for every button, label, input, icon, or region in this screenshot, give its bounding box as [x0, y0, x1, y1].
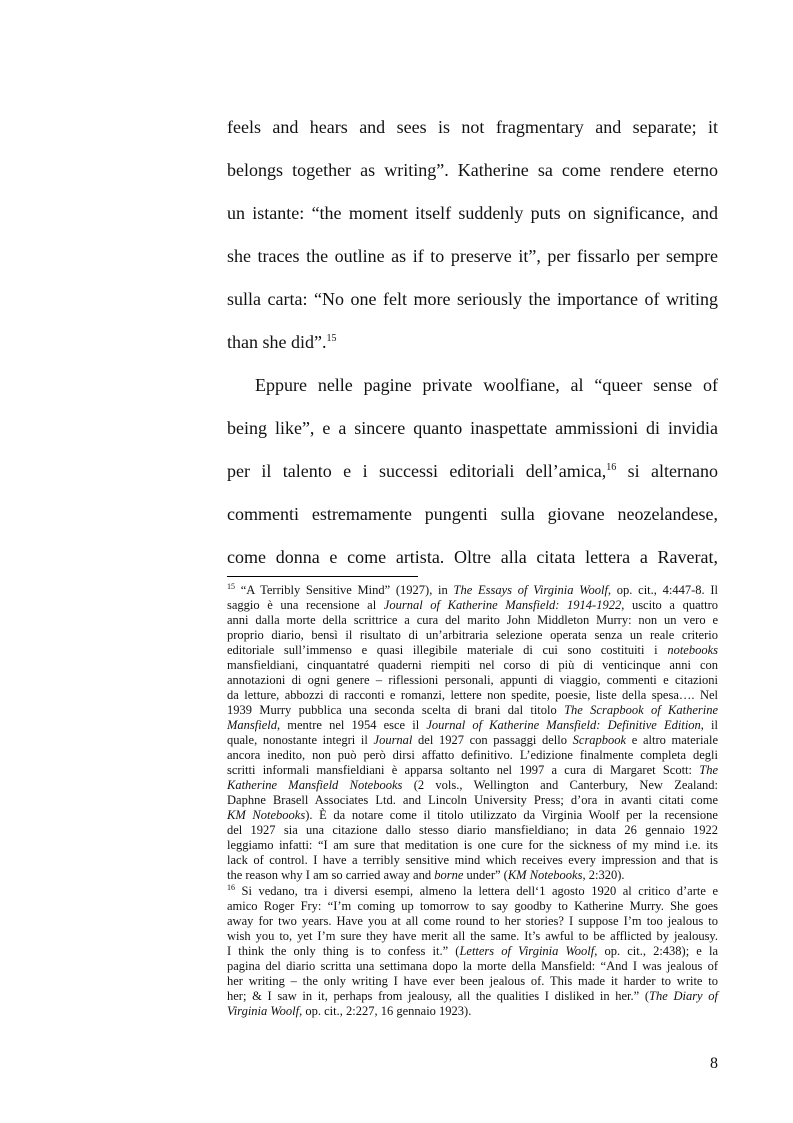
footnote-title: The Diary of	[649, 989, 718, 1003]
footnote-line: ancora inedito, non può però dirsi affatto definitivo. L’edizione finalmente completa degli	[227, 748, 718, 762]
footnote-line	[227, 778, 718, 793]
footnote-line: del 1927 sia una citazione dallo stesso diario mansfieldiano; in data 26 gennaio 1922	[227, 823, 718, 837]
footnote-text: , mentre nel 1954 esce il	[277, 718, 427, 732]
footnote-line	[227, 598, 718, 613]
body-line: she traces the outline as if to preserve it”, per fissarlo per sempre	[227, 246, 718, 266]
footnote-text: , op. cit., 4:447-8. Il	[607, 583, 719, 597]
footnote-text: “A Terribly Sensitive Mind” (1927), in	[235, 583, 454, 597]
footnote-separator	[227, 576, 418, 577]
footnote-text: the reason why I am so carried away and	[227, 868, 435, 882]
footnote-title: Journal of Katherine Mansfield: Definitive Edition	[426, 718, 701, 732]
footnote-number: 15	[227, 582, 235, 591]
footnote-line: proprio diario, bensì il risultato di un’arbitraria selezione operata senza un reale criterio	[227, 628, 718, 642]
footnote-text: , op. cit., 2:227, 16 gennaio 1923).	[299, 1004, 472, 1018]
page-number: 8	[710, 1055, 718, 1072]
footnote-text: I think the only thing is to confess it.” (	[227, 944, 460, 958]
body-line: being like”, e a sincere quanto inaspettate ammissioni di invidia	[227, 418, 718, 438]
footnote-line: mansfieldiani, cinquantatré quaderni riempiti nel corso di più di venticinque anni con	[227, 658, 718, 672]
footnote-line: anni dalla morte della scrittrice a cura del marito John Middleton Murry: non un vero e	[227, 613, 718, 627]
footnote-text: del 1927 con passaggi dello	[412, 733, 573, 747]
footnote-line	[227, 763, 718, 778]
footnote-line	[227, 989, 718, 1004]
footnote-line	[227, 1004, 718, 1019]
body-line: sulla carta: “No one felt more seriously the importance of writing	[227, 289, 718, 309]
footnote-text: scritti informali mansfieldiani è apparsa soltanto nel 1997 a cura di Margaret Scott:	[227, 763, 700, 777]
footnote-line: da letture, abbozzi di racconti e romanzi, lettere non spedite, poesie, liste della spesa…. Nel	[227, 688, 718, 702]
footnote-line: pagina del diario scritta una settimana dopo la morte della Mansfield: “And I was jealous of	[227, 959, 718, 973]
footnote-text: , op. cit., 2:438); e la	[594, 944, 718, 958]
footnote-line: wish you to, yet I’m sure they have merit all the same. It’s awful to be afflicted by jealousy.	[227, 929, 718, 943]
footnote-line	[227, 643, 718, 658]
footnote-line: away for two years. Have you at all come round to her stories? I suppose I’m too jealous to	[227, 914, 718, 928]
footnote-text: , 2:320).	[582, 868, 625, 882]
footnote-text: Si vedano, tra i diversi esempi, almeno la lettera dell‘1 agosto 1920 al critico d’arte e	[235, 884, 718, 898]
footnote-title: Katherine Mansfield Notebooks	[227, 778, 403, 792]
footnote-line	[227, 944, 718, 959]
footnote-title: The Essays of Virginia Woolf	[453, 583, 608, 597]
footnote-line	[227, 868, 718, 883]
footnote-title: notebooks	[667, 643, 718, 657]
footnote-text: ). È da notare come il titolo utilizzato da Virginia Woolf per la recensione	[305, 808, 718, 822]
footnote-title: Virginia Woolf	[227, 1004, 300, 1018]
footnote-text: (2 vols., Wellington and Canterbury, New Zealand:	[402, 778, 718, 792]
footnote-line	[227, 583, 718, 598]
footnote-text: her; & I saw in it, perhaps from jealousy, all the qualities I disliked in her.” (	[227, 989, 650, 1003]
footnote-line	[227, 884, 718, 899]
body-line: un istante: “the moment itself suddenly puts on significance, and	[227, 203, 718, 223]
body-line: come donna e come artista. Oltre alla citata lettera a Raverat,	[227, 547, 718, 567]
footnote-title: KM Notebooks	[507, 868, 583, 882]
footnote-line: leggiamo infatti: “I am sure that meditation is one cure for the sickness of my mind i.e. its	[227, 838, 718, 852]
footnote-title: The Scrapbook of Katherine	[564, 703, 719, 717]
footnote-title: borne	[434, 868, 464, 882]
footnote-text: quale, nonostante integri il	[227, 733, 374, 747]
footnote-line: her writing – the only writing I have ever been jealous of. This made it harder to write to	[227, 974, 718, 988]
footnote-text: editoriale sull’immenso e quasi illegibile materiale di cui sono costituiti i	[227, 643, 668, 657]
footnote-ref: 15	[326, 333, 337, 344]
body-text-segment: than she did”.	[227, 332, 327, 352]
footnote-title: Mansfield	[227, 718, 277, 732]
footnote-text: saggio è una recensione al	[227, 598, 384, 612]
body-line	[227, 329, 718, 355]
body-text-segment: si alternano	[616, 461, 718, 481]
footnote-line: lack of control. I have a terribly sensitive mind which receives every impression and that is	[227, 853, 718, 867]
footnote-line: annotazioni di ogni genere – riflessioni personali, appunti di viaggio, commenti e citazioni	[227, 673, 718, 687]
footnote-text: , uscito a quattro	[621, 598, 718, 612]
footnote-line	[227, 808, 718, 823]
footnote-text: e altro materiale	[626, 733, 718, 747]
footnote-line	[227, 718, 718, 733]
footnote-title: Letters of Virginia Woolf	[459, 944, 595, 958]
footnote-title: Journal of Katherine Mansfield: 1914-1922	[383, 598, 622, 612]
body-line	[227, 458, 718, 484]
footnote-number: 16	[227, 883, 235, 892]
footnote-line: amico Roger Fry: “I’m coming up tomorrow to say goodby to Katherine Murry. She goes	[227, 899, 718, 913]
footnote-title: KM Notebooks	[227, 808, 306, 822]
footnote-title: Scrapbook	[572, 733, 627, 747]
footnote-title: Journal	[373, 733, 413, 747]
footnote-text: 1939 Murry pubblica una seconda scelta di brani dal titolo	[227, 703, 565, 717]
footnote-text: , il	[700, 718, 718, 732]
footnote-text: under” (	[463, 868, 508, 882]
footnote-line	[227, 733, 718, 748]
footnote-line: Daphne Brasell Associates Ltd. and Lincoln University Press; d’ora in avanti citati come	[227, 793, 718, 807]
body-line: belongs together as writing”. Katherine sa come rendere eterno	[227, 160, 718, 180]
body-line: commenti estremamente pungenti sulla giovane neozelandese,	[227, 504, 718, 524]
body-text-segment: per il talento e i successi editoriali dell’amica,	[227, 461, 607, 481]
footnote-ref: 16	[606, 462, 617, 473]
footnote-line	[227, 703, 718, 718]
footnote-title: The	[699, 763, 718, 777]
body-line: feels and hears and sees is not fragmentary and separate; it	[227, 117, 718, 137]
body-line: Eppure nelle pagine private woolfiane, al “queer sense of	[255, 375, 718, 395]
